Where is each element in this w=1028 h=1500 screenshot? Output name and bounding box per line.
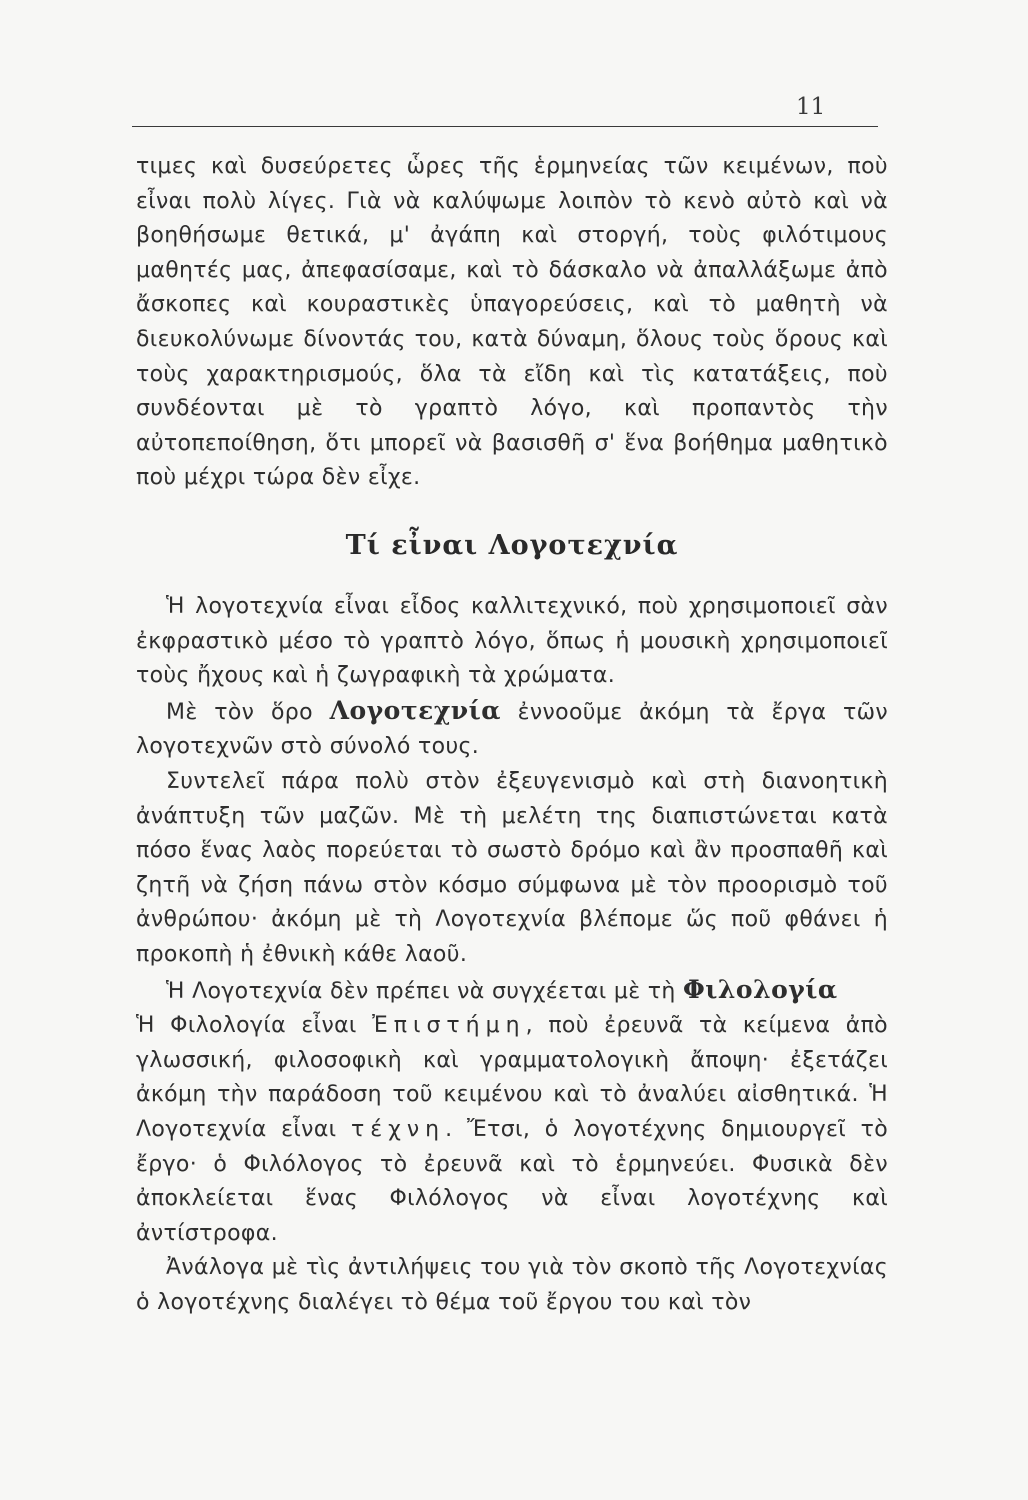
paragraph-filologia-c: . Ἔτσι, ὁ λογοτέχνης δημιουργεῖ τὸ ἔργο· ὁ Φιλόλογος τὸ ἐρευνᾶ καὶ τὸ ἑρμηνεύει. Φυσικὰ δὲν ἀποκλείεται ἕνας Φιλόλογος νὰ εἶναι λογοτέχνης καὶ ἀντίστροφα. [136,1116,889,1246]
paragraph-contribution: Συντελεῖ πάρα πολὺ στὸν ἐξευγενισμὸ καὶ στὴ διανοητικὴ ἀνάπτυξη τῶν μαζῶν. Μὲ τὴ μελέτη της διαπιστώνεται κατὰ πόσο ἕνας λαὸς πορεύεται τὸ σωστὸ δρόμο καὶ ἂν προσπαθῆ καὶ ζητῆ νὰ ζήση πάνω στὸν κόσμο σύμφωνα μὲ τὸν προορισμὸ τοῦ ἀνθρώπου· ἀκόμη μὲ τὴ Λογοτεχνία βλέπομε ὥς ποῦ φθάνει ἡ προκοπὴ ἡ ἐθνικὴ κάθε λαοῦ. [136,768,888,967]
paragraph-term-before: Μὲ τὸν ὅρο [166,699,313,725]
paragraph-filologia [136,1009,888,1251]
page-number: 11 [796,94,826,120]
paragraph-filologia-b: , ποὺ ἐρευνᾶ τὰ κείμενα ἀπὸ γλωσσική, φιλοσοφικὴ καὶ γραμματολογικὴ ἄποψη· ἐξετάζει ἀκόμη τὴν παράδοση τοῦ κειμένου καὶ τὸ ἀναλύει αἰσθητικά. Ἡ Λογοτεχνία εἶναι [136,1013,888,1142]
header-rule [132,126,878,127]
intro-text-block [136,150,888,496]
paragraph-theme: Ἀνάλογα μὲ τὶς ἀντιλήψεις του γιὰ τὸν σκοπὸ τῆς Λογοτεχνίας ὁ λογοτέχνης διαλέγει τὸ θέμα τοῦ ἔργου του καὶ τὸν [136,1255,888,1315]
term-filologia: Φιλολογία [683,974,838,1004]
paragraph-definition: Ἡ λογοτεχνία εἶναι εἶδος καλλιτεχνικό, ποὺ χρησιμοποιεῖ σὰν ἐκφραστικὸ μέσο τὸ γραπτὸ λόγο, ὅπως ἡ μουσικὴ χρησιμοποιεῖ τοὺς ἤχους καὶ ἡ ζωγραφικὴ τὰ χρώματα. [136,594,888,689]
spaced-term-techni: τέχνη [351,1116,446,1142]
term-logotechnia: Λογοτεχνία [329,695,501,725]
paragraph-filologia-a: Ἡ Φιλολογία εἶναι [136,1013,357,1039]
section-body [136,590,888,1320]
section-title: Τί εἶναι Λογοτεχνία [345,530,679,561]
paragraph-term [136,694,888,765]
paragraph-term-after: ἐννοοῦμε ἀκόμη τὰ ἔργα τῶν λογοτεχνῶν στὸ σύνολό τους. [136,699,888,760]
spaced-term-episteme: Ἐπιστήμη [372,1013,526,1039]
paragraph-distinction-text: Ἡ Λογοτεχνία δὲν πρέπει νὰ συγχέεται μὲ τὴ [166,978,676,1004]
paragraph-distinction [136,973,888,1010]
intro-paragraph: τιμες καὶ δυσεύρετες ὧρες τῆς ἑρμηνείας τῶν κειμένων, ποὺ εἶναι πολὺ λίγες. Γιὰ νὰ καλύψωμε λοιπὸν τὸ κενὸ αὐτὸ καὶ νὰ βοηθήσωμε θετικά, μ' ἀγάπη καὶ στοργή, τοὺς φιλότιμους μαθητές μας, ἀπεφασίσαμε, καὶ τὸ δάσκαλο νὰ ἀπαλλάξωμε ἀπὸ ἄσκοπες καὶ κουραστικὲς ὑπαγορεύσεις, καὶ τὸ μαθητὴ νὰ διευκολύνωμε δίνοντάς του, κατὰ δύναμη, ὅλους τοὺς ὅρους καὶ τοὺς χαρακτηρισμούς, ὅλα τὰ εἴδη καὶ τὶς κατατάξεις, ποὺ συνδέονται μὲ τὸ γραπτὸ λόγο, καὶ προπαντὸς τὴν αὐτοπεποίθηση, ὅτι μπορεῖ νὰ βασισθῆ σ' ἕνα βοήθημα μαθητικὸ ποὺ μέχρι τώρα δὲν εἶχε. [136,154,888,491]
